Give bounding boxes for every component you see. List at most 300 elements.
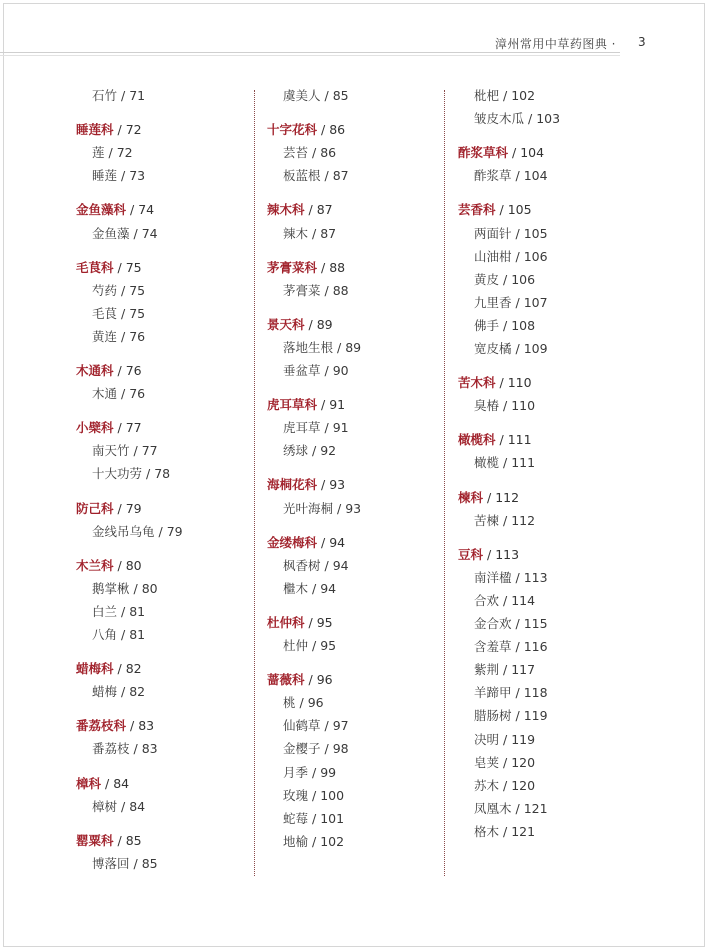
page-ref: 85 <box>141 855 158 871</box>
plant-name: 桃 <box>283 695 296 711</box>
page-ref: 86 <box>320 145 337 161</box>
family-name: 睡莲科 <box>76 122 114 138</box>
page-separator: / <box>129 225 142 241</box>
toc-plant-entry <box>76 281 145 299</box>
page-ref: 94 <box>329 534 346 550</box>
toc-family-entry <box>267 120 345 138</box>
page-separator: / <box>308 810 321 826</box>
toc-plant-entry <box>267 361 349 379</box>
toc-plant-entry <box>267 556 349 574</box>
column-divider <box>254 90 255 876</box>
page-separator: / <box>333 339 346 355</box>
toc-family-entry <box>458 545 519 563</box>
page-ref: 86 <box>329 122 346 138</box>
toc-plant-entry <box>458 660 535 678</box>
toc-family-entry <box>76 120 142 138</box>
family-name: 十字花科 <box>267 122 318 138</box>
plant-name: 石竹 <box>92 88 118 103</box>
page-ref: 101 <box>320 810 345 826</box>
toc-family-entry <box>458 373 532 391</box>
page-ref: 104 <box>520 145 545 161</box>
page-ref: 120 <box>511 777 536 793</box>
toc-plant-entry <box>267 281 349 299</box>
toc-plant-entry <box>76 625 145 643</box>
toc-plant-entry <box>458 316 535 334</box>
page-ref: 111 <box>511 455 536 471</box>
toc-plant-entry <box>458 339 548 357</box>
toc-family-entry <box>458 143 544 161</box>
page-separator: / <box>308 145 321 161</box>
plant-name: 酢浆草 <box>474 168 512 184</box>
plant-name: 十大功劳 <box>92 466 143 482</box>
page-separator: / <box>499 88 512 103</box>
toc-plant-entry <box>458 637 548 655</box>
page-ref: 94 <box>332 557 349 573</box>
plant-name: 金鱼藻 <box>92 225 130 241</box>
page-separator: / <box>117 88 130 103</box>
page-ref: 109 <box>523 341 548 356</box>
page-separator: / <box>308 764 321 780</box>
toc-family-entry <box>458 200 532 218</box>
toc-plant-entry <box>458 799 548 817</box>
page-ref: 82 <box>125 661 142 677</box>
toc-plant-entry <box>458 683 548 701</box>
toc-plant-entry <box>267 143 336 161</box>
page-separator: / <box>308 833 321 849</box>
page-separator: / <box>295 695 308 711</box>
page-ref: 108 <box>511 317 536 333</box>
toc-family-entry <box>76 361 142 379</box>
page-ref: 93 <box>345 500 362 516</box>
toc-plant-entry <box>458 614 548 632</box>
page-ref: 91 <box>332 420 349 436</box>
page-separator: / <box>511 294 524 310</box>
page-ref: 104 <box>523 168 548 184</box>
page-ref: 106 <box>523 248 548 264</box>
toc-family-entry <box>267 315 333 333</box>
plant-name: 含羞草 <box>474 639 512 655</box>
plant-name: 枇杷 <box>474 88 500 103</box>
toc-plant-entry <box>267 338 361 356</box>
page-ref: 80 <box>125 557 142 573</box>
plant-name: 腊肠树 <box>474 708 512 724</box>
plant-name: 金线吊乌龟 <box>92 523 155 539</box>
page-ref: 77 <box>125 420 142 436</box>
page-separator: / <box>495 202 508 218</box>
plant-name: 皱皮木瓜 <box>474 111 525 127</box>
toc-plant-entry <box>76 739 158 757</box>
page-ref: 110 <box>507 375 532 391</box>
page-ref: 95 <box>320 638 337 653</box>
toc-plant-entry <box>458 224 548 242</box>
family-name: 小檗科 <box>76 420 114 436</box>
page-separator: / <box>113 661 126 677</box>
plant-name: 八角 <box>92 627 118 642</box>
plant-name: 格木 <box>474 823 500 839</box>
page-separator: / <box>308 443 321 459</box>
family-name: 蔷薇科 <box>267 672 305 688</box>
toc-plant-entry <box>76 86 145 104</box>
family-name: 防己科 <box>76 500 114 516</box>
page-separator: / <box>499 754 512 770</box>
page-ref: 110 <box>511 398 536 414</box>
page-separator: / <box>126 202 139 218</box>
toc-plant-entry <box>267 809 344 827</box>
plant-name: 合欢 <box>474 592 500 608</box>
toc-plant-entry <box>76 304 145 322</box>
plant-name: 蜡梅 <box>92 684 118 700</box>
toc-plant-entry <box>267 832 344 850</box>
page-ref: 99 <box>320 764 337 780</box>
toc-plant-entry <box>458 753 535 771</box>
page-separator: / <box>320 363 333 378</box>
page-ref: 80 <box>141 580 158 596</box>
page-ref: 89 <box>345 339 362 355</box>
toc-plant-entry <box>76 602 145 620</box>
page-ref: 121 <box>523 800 548 816</box>
plant-name: 虞美人 <box>283 88 321 103</box>
page-separator: / <box>117 603 130 619</box>
page-separator: / <box>304 202 317 218</box>
family-name: 苦木科 <box>458 375 496 391</box>
plant-name: 杜仲 <box>283 638 309 653</box>
page-ref: 105 <box>523 225 548 241</box>
page-separator: / <box>317 259 330 275</box>
page-separator: / <box>129 580 142 596</box>
page-separator: / <box>117 282 130 298</box>
page-separator: / <box>317 477 330 493</box>
page-ref: 79 <box>166 523 183 539</box>
page-separator: / <box>320 282 333 298</box>
page-separator: / <box>499 777 512 793</box>
page-ref: 118 <box>523 685 548 701</box>
toc-plant-entry <box>458 293 548 311</box>
page-ref: 78 <box>154 466 171 482</box>
plant-name: 绣球 <box>283 443 309 459</box>
page-ref: 102 <box>511 88 536 103</box>
running-header <box>495 35 616 52</box>
page-ref: 76 <box>125 363 142 378</box>
page-separator: / <box>511 168 524 184</box>
page-separator: / <box>511 685 524 701</box>
toc-plant-entry <box>458 822 535 840</box>
page-separator: / <box>320 741 333 757</box>
toc-family-entry <box>267 475 345 493</box>
page-ref: 102 <box>320 833 345 849</box>
toc-plant-entry <box>458 453 535 471</box>
plant-name: 毛茛 <box>92 305 118 321</box>
toc-family-entry <box>267 670 333 688</box>
page-ref: 74 <box>141 225 158 241</box>
toc-family-entry <box>267 395 345 413</box>
page-separator: / <box>117 684 130 700</box>
toc-plant-entry <box>267 224 336 242</box>
toc-plant-entry <box>267 441 336 459</box>
page-separator: / <box>495 432 508 448</box>
page-separator: / <box>508 145 521 161</box>
toc-family-entry <box>267 613 333 631</box>
page-ref: 76 <box>129 328 146 344</box>
toc-plant-entry <box>267 86 349 104</box>
page-separator: / <box>117 386 130 402</box>
toc-plant-entry <box>267 418 349 436</box>
toc-family-entry <box>76 258 142 276</box>
page-ref: 85 <box>125 832 142 848</box>
page-separator: / <box>308 225 321 241</box>
page-separator: / <box>511 569 524 585</box>
plant-name: 鹅掌楸 <box>92 580 130 596</box>
page-separator: / <box>117 627 130 642</box>
toc-plant-entry <box>76 797 145 815</box>
page-ref: 84 <box>113 775 130 791</box>
toc-family-entry <box>76 556 142 574</box>
page-ref: 106 <box>511 271 536 287</box>
page-separator: / <box>511 800 524 816</box>
plant-name: 金合欢 <box>474 616 512 631</box>
toc-plant-entry <box>76 682 145 700</box>
toc-plant-entry <box>76 384 145 402</box>
family-name: 金缕梅科 <box>267 534 318 550</box>
page-ref: 97 <box>332 718 349 734</box>
page-ref: 85 <box>332 88 349 103</box>
plant-name: 仙鹤草 <box>283 718 321 734</box>
page-separator: / <box>129 443 142 459</box>
family-name: 虎耳草科 <box>267 397 318 413</box>
toc-plant-entry <box>267 693 324 711</box>
toc-plant-entry <box>267 739 349 757</box>
page-separator: / <box>320 718 333 734</box>
family-name: 芸香科 <box>458 202 496 218</box>
toc-family-entry <box>76 200 154 218</box>
page-ref: 96 <box>316 672 333 688</box>
toc-plant-entry <box>267 636 336 654</box>
page-separator: / <box>304 672 317 688</box>
page-separator: / <box>495 375 508 391</box>
plant-name: 芍药 <box>92 282 118 298</box>
toc-plant-entry <box>458 568 548 586</box>
page-separator: / <box>320 557 333 573</box>
page-separator: / <box>511 248 524 264</box>
toc-plant-entry <box>458 109 560 127</box>
plant-name: 宽皮橘 <box>474 341 512 356</box>
page-ref: 98 <box>332 741 349 757</box>
family-name: 杜仲科 <box>267 614 305 630</box>
page-ref: 74 <box>138 202 155 218</box>
page-separator: / <box>483 546 496 562</box>
page-ref: 93 <box>329 477 346 493</box>
toc-plant-entry <box>76 327 145 345</box>
page-ref: 95 <box>316 614 333 630</box>
page-ref: 87 <box>316 202 333 218</box>
page-separator: / <box>511 639 524 655</box>
page-separator: / <box>499 317 512 333</box>
plant-name: 光叶海桐 <box>283 500 334 516</box>
toc-family-entry <box>76 774 129 792</box>
toc-plant-entry <box>458 511 535 529</box>
page-separator: / <box>499 455 512 471</box>
page-ref: 103 <box>536 111 561 127</box>
page-ref: 96 <box>307 695 324 711</box>
page-ref: 90 <box>332 363 349 378</box>
plant-name: 芸苔 <box>283 145 309 161</box>
header-rule <box>0 52 620 53</box>
toc-plant-entry <box>267 786 344 804</box>
family-name: 罂粟科 <box>76 832 114 848</box>
toc-plant-entry <box>76 464 170 482</box>
page-ref: 83 <box>138 718 155 734</box>
page-ref: 75 <box>125 259 142 275</box>
family-name: 木兰科 <box>76 557 114 573</box>
plant-name: 垂盆草 <box>283 363 321 378</box>
toc-plant-entry <box>458 86 535 104</box>
page-separator: / <box>524 111 537 127</box>
plant-name: 南洋楹 <box>474 569 512 585</box>
toc-plant-entry <box>76 166 145 184</box>
plant-name: 落地生根 <box>283 339 334 355</box>
page-ref: 114 <box>511 592 536 608</box>
toc-plant-entry <box>76 143 133 161</box>
page-ref: 121 <box>511 823 536 839</box>
plant-name: 山油柑 <box>474 248 512 264</box>
page-separator: / <box>317 534 330 550</box>
page-ref: 79 <box>125 500 142 516</box>
toc-plant-entry <box>76 441 158 459</box>
toc-family-entry <box>76 418 142 436</box>
plant-name: 玫瑰 <box>283 787 309 803</box>
page-ref: 72 <box>125 122 142 138</box>
page-ref: 88 <box>329 259 346 275</box>
page-separator: / <box>511 341 524 356</box>
page-ref: 113 <box>495 546 520 562</box>
page-ref: 81 <box>129 603 146 619</box>
page-ref: 81 <box>129 627 146 642</box>
family-name: 辣木科 <box>267 202 305 218</box>
plant-name: 佛手 <box>474 317 500 333</box>
page-separator: / <box>499 271 512 287</box>
family-name: 毛茛科 <box>76 259 114 275</box>
toc-plant-entry <box>76 224 158 242</box>
family-name: 木通科 <box>76 363 114 378</box>
page-ref: 94 <box>320 580 337 596</box>
plant-name: 檵木 <box>283 580 309 596</box>
family-name: 茅膏菜科 <box>267 259 318 275</box>
family-name: 海桐花科 <box>267 477 318 493</box>
plant-name: 樟树 <box>92 798 118 814</box>
page-separator: / <box>104 145 117 161</box>
page-separator: / <box>117 305 130 321</box>
page-separator: / <box>499 512 512 528</box>
toc-plant-entry <box>458 396 535 414</box>
page-number: 3 <box>638 35 646 49</box>
toc-plant-entry <box>267 166 349 184</box>
page-ref: 77 <box>141 443 158 459</box>
plant-name: 凤凰木 <box>474 800 512 816</box>
plant-name: 苏木 <box>474 777 500 793</box>
plant-name: 臭椿 <box>474 398 500 414</box>
plant-name: 枫香树 <box>283 557 321 573</box>
page-separator: / <box>113 259 126 275</box>
toc-plant-entry <box>267 499 361 517</box>
page-ref: 71 <box>129 88 146 103</box>
page-separator: / <box>126 718 139 734</box>
plant-name: 博落回 <box>92 855 130 871</box>
page-ref: 72 <box>116 145 133 161</box>
page-separator: / <box>129 741 142 757</box>
plant-name: 虎耳草 <box>283 420 321 436</box>
toc-family-entry <box>267 533 345 551</box>
plant-name: 地榆 <box>283 833 309 849</box>
page-ref: 75 <box>129 305 146 321</box>
page-separator: / <box>511 616 524 631</box>
page-ref: 73 <box>129 168 146 184</box>
toc-family-entry <box>267 258 345 276</box>
toc-plant-entry <box>76 522 183 540</box>
page-separator: / <box>142 466 155 482</box>
page-separator: / <box>499 398 512 414</box>
plant-name: 皂荚 <box>474 754 500 770</box>
page-separator: / <box>320 88 333 103</box>
page-separator: / <box>113 557 126 573</box>
page-separator: / <box>117 328 130 344</box>
page-separator: / <box>317 122 330 138</box>
plant-name: 辣木 <box>283 225 309 241</box>
toc-family-entry <box>458 488 519 506</box>
toc-family-entry <box>458 430 532 448</box>
plant-name: 白兰 <box>92 603 118 619</box>
toc-plant-entry <box>76 579 158 597</box>
page-ref: 87 <box>320 225 337 241</box>
page-separator: / <box>117 168 130 184</box>
page-separator: / <box>113 832 126 848</box>
page-ref: 113 <box>523 569 548 585</box>
plant-name: 木通 <box>92 386 118 402</box>
page-separator: / <box>499 592 512 608</box>
page-separator: / <box>320 420 333 436</box>
page-separator: / <box>117 798 130 814</box>
toc-plant-entry <box>458 270 535 288</box>
page-separator: / <box>304 316 317 332</box>
page-ref: 105 <box>507 202 532 218</box>
page-separator: / <box>113 420 126 436</box>
page-separator: / <box>333 500 346 516</box>
plant-name: 睡莲 <box>92 168 118 184</box>
column-divider <box>444 90 445 876</box>
page-separator: / <box>154 523 167 539</box>
page-ref: 83 <box>141 741 158 757</box>
family-name: 酢浆草科 <box>458 145 509 161</box>
page-ref: 91 <box>329 397 346 413</box>
plant-name: 金樱子 <box>283 741 321 757</box>
plant-name: 莲 <box>92 145 105 161</box>
book-title: 漳州常用中草药图典 · <box>494 37 616 51</box>
page-ref: 119 <box>511 731 536 747</box>
page-separator: / <box>113 122 126 138</box>
page-ref: 119 <box>523 708 548 724</box>
family-name: 蜡梅科 <box>76 661 114 677</box>
plant-name: 番荔枝 <box>92 741 130 757</box>
plant-name: 紫荆 <box>474 662 500 678</box>
page-separator: / <box>499 662 512 678</box>
page-ref: 92 <box>320 443 337 459</box>
toc-plant-entry <box>458 706 548 724</box>
plant-name: 板蓝根 <box>283 168 321 184</box>
page-separator: / <box>308 580 321 596</box>
page-ref: 115 <box>523 616 548 631</box>
page-ref: 76 <box>129 386 146 402</box>
toc-plant-entry <box>267 763 336 781</box>
plant-name: 月季 <box>283 764 309 780</box>
page-ref: 107 <box>523 294 548 310</box>
